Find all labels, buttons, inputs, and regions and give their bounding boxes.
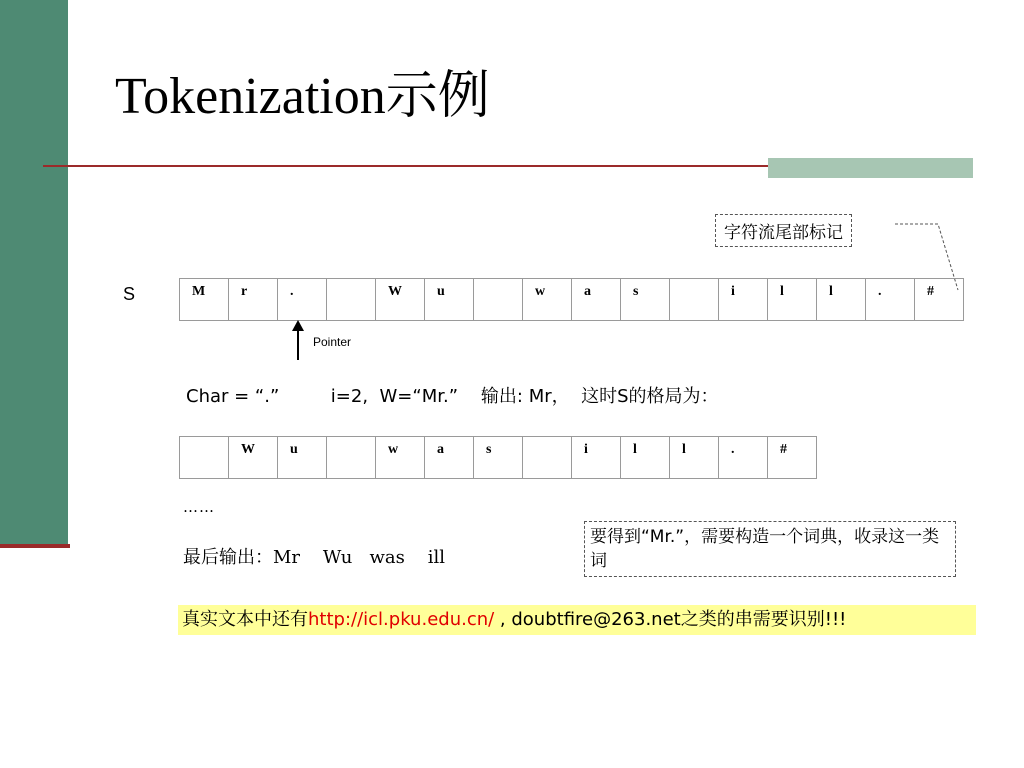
stream-cell: M — [180, 279, 229, 321]
stream-cell: . — [719, 437, 768, 479]
stream-cell — [327, 437, 376, 479]
stream-cell: a — [425, 437, 474, 479]
stream-cell: l — [768, 279, 817, 321]
stream-cell: . — [278, 279, 327, 321]
stream-cell: w — [376, 437, 425, 479]
highlight-note — [178, 605, 976, 635]
stream-cell: a — [572, 279, 621, 321]
ellipsis-text: …… — [183, 498, 215, 516]
stream-cell: r — [229, 279, 278, 321]
note-separator: , — [494, 609, 512, 630]
stream-cell: l — [621, 437, 670, 479]
stream-cell: w — [523, 279, 572, 321]
stream-cell: # — [768, 437, 817, 479]
stream-cell: i — [719, 279, 768, 321]
stream-cell: W — [229, 437, 278, 479]
stream-cell: l — [670, 437, 719, 479]
stream-cell — [523, 437, 572, 479]
state-line: Char = “.” i=2, W=“Mr.” 输出: Mr， 这时S的格局为： — [186, 386, 719, 407]
note-suffix: 之类的串需要识别!!! — [680, 609, 847, 630]
dictionary-callout: 要得到“Mr.”，需要构造一个词典，收录这一类词 — [584, 521, 956, 577]
remaining-stream-table — [179, 436, 817, 479]
note-email: doubtfire@263.net — [511, 609, 681, 630]
stream-cell — [327, 279, 376, 321]
stream-cell: i — [572, 437, 621, 479]
pointer-arrow-shaft — [297, 330, 299, 360]
end-marker-callout: 字符流尾部标记 — [715, 214, 852, 247]
stream-cell — [180, 437, 229, 479]
note-url-link[interactable]: http://icl.pku.edu.cn/ — [308, 609, 495, 630]
stream-cell — [474, 279, 523, 321]
slide-title: Tokenization示例 — [115, 68, 490, 125]
stream-cell — [670, 279, 719, 321]
stream-cell: W — [376, 279, 425, 321]
stream-cell: l — [817, 279, 866, 321]
final-output-line: 最后输出：Mr Wu was ill — [183, 547, 445, 568]
stream-cell: u — [278, 437, 327, 479]
note-prefix: 真实文本中还有 — [182, 609, 308, 630]
stream-cell: u — [425, 279, 474, 321]
stream-cell: # — [915, 279, 964, 321]
stream-cell: s — [474, 437, 523, 479]
stream-cell: s — [621, 279, 670, 321]
stream-label: S — [123, 284, 136, 304]
pointer-label: Pointer — [313, 335, 352, 349]
character-stream-table — [179, 278, 964, 321]
stream-cell: . — [866, 279, 915, 321]
